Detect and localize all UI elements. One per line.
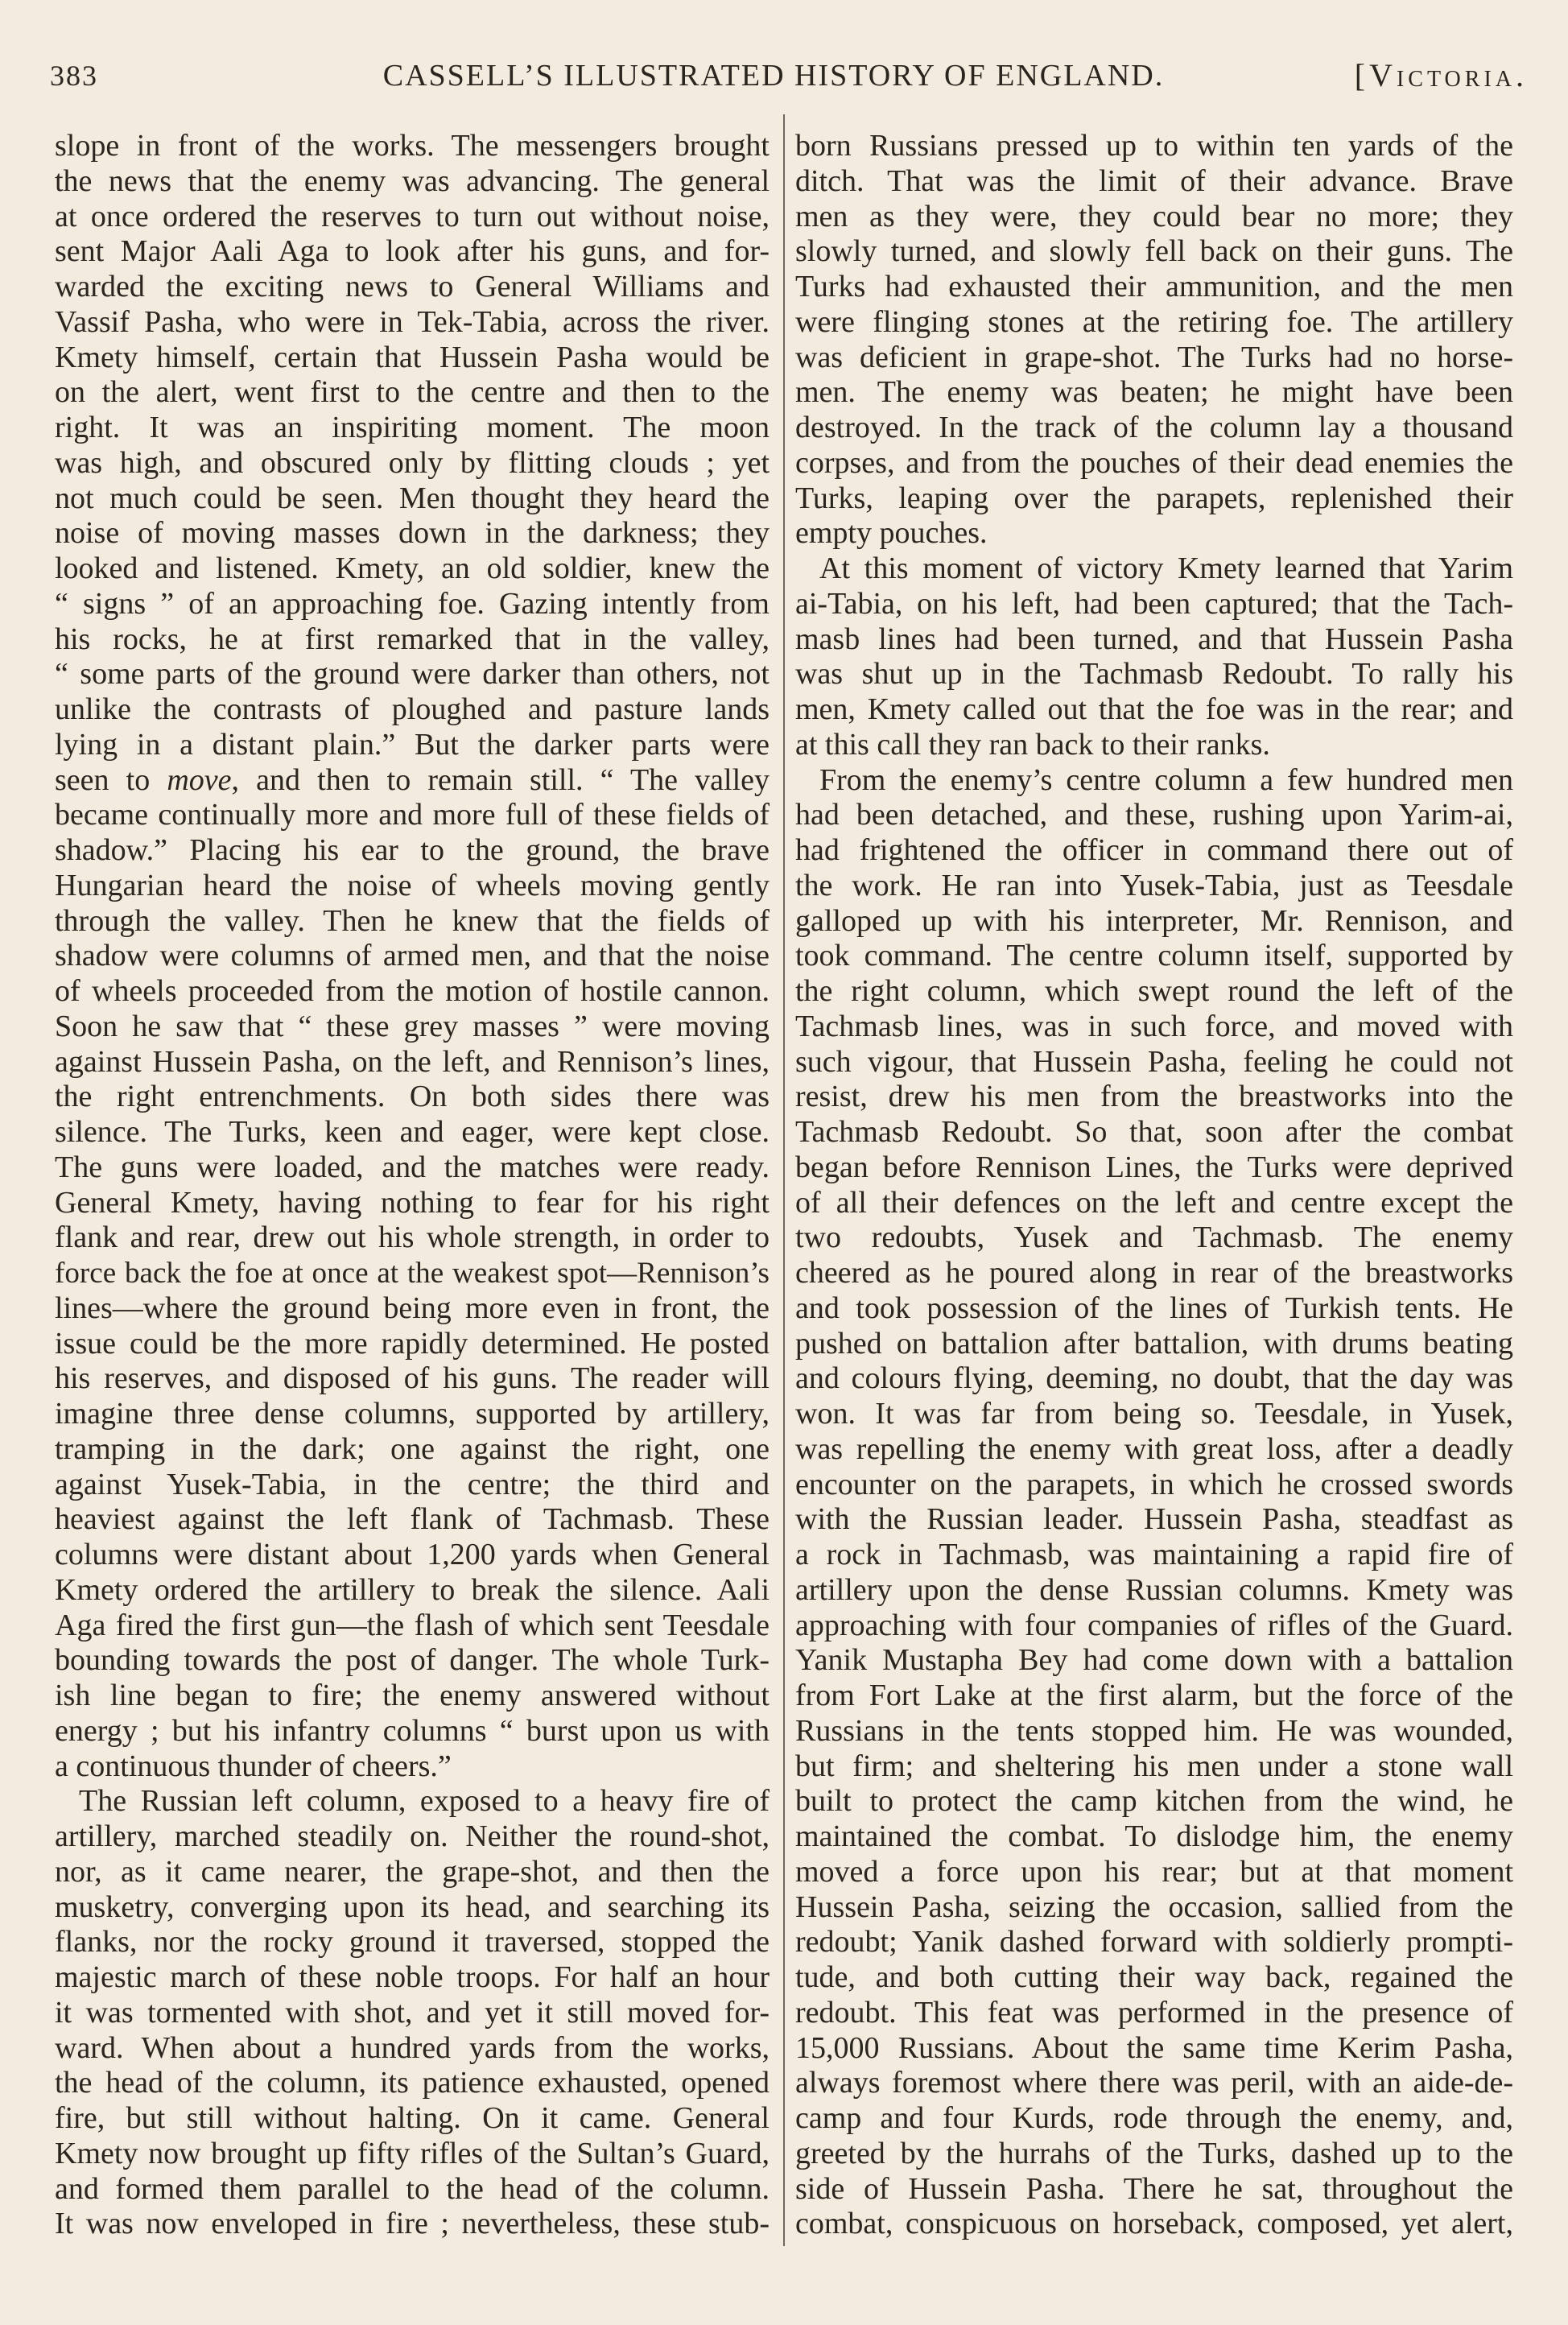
paragraph	[795, 551, 1513, 763]
text-line: shadow.” Placing his ear to the ground, the brave	[55, 833, 770, 867]
text-line: with the Russian leader. Hussein Pasha, steadfast as	[795, 1502, 1513, 1537]
text-line: the right entrenchments. On both sides there was	[55, 1080, 770, 1114]
text-line: was shut up in the Tachmasb Redoubt. To rally his	[795, 657, 1513, 692]
text-line: Kmety himself, certain that Hussein Pasha would be	[55, 340, 770, 374]
text-line: Vassif Pasha, who were in Tek-Tabia, across the river.	[55, 304, 770, 339]
text-line: approaching with four companies of rifles of the Guard.	[795, 1608, 1513, 1642]
text-line: at this call they ran back to their ranks.	[795, 727, 1270, 762]
paragraph	[55, 129, 770, 1784]
text-line: It was now enveloped in fire ; nevertheless, these stub-	[55, 2207, 770, 2241]
text-line: from Fort Lake at the first alarm, but the force of the	[795, 1679, 1513, 1712]
text-line: The guns were loaded, and the matches were ready.	[55, 1150, 770, 1184]
text-line: ish line began to fire; the enemy answered without	[55, 1679, 770, 1712]
left-column	[55, 129, 770, 2242]
text-line: his rocks, he at first remarked that in the valley,	[55, 622, 770, 656]
text-line: but firm; and sheltering his men under a stone wall	[795, 1749, 1513, 1783]
running-title: CASSELL’S ILLUSTRATED HISTORY OF ENGLAND.	[382, 59, 1165, 93]
text-line: Turks, leaping over the parapets, replenished their	[795, 481, 1513, 515]
text-line: Soon he saw that “ these grey masses ” were moving	[55, 1009, 770, 1043]
text-line: combat, conspicuous on horseback, composed, yet alert,	[795, 2207, 1513, 2241]
text-line: men, Kmety called out that the foe was in the rear; and	[795, 692, 1513, 726]
text-line: camp and four Kurds, rode through the enemy, and,	[795, 2101, 1513, 2135]
text-line: Hussein Pasha, seizing the occasion, sallied from the	[795, 1889, 1513, 1924]
text-line: was high, and obscured only by flitting clouds ; yet	[55, 445, 770, 480]
text-segment: , and then to remain still. “ The valley	[231, 762, 770, 797]
text-line: won. It was far from being so. Teesdale, in Yusek,	[795, 1397, 1513, 1431]
text-line: 15,000 Russians. About the same time Kerim Pasha,	[795, 2030, 1513, 2065]
text-line: men. The enemy was beaten; he might have been	[795, 375, 1513, 410]
text-line: sent Major Aali Aga to look after his guns, and for-	[55, 234, 770, 269]
text-line: moved a force upon his rear; but at that moment	[795, 1854, 1513, 1889]
text-line: corpses, and from the pouches of their dead enemies the	[795, 445, 1513, 480]
text-line: issue could be the more rapidly determined. He posted	[55, 1326, 770, 1361]
text-line: of all their defences on the left and centre except the	[795, 1185, 1513, 1220]
text-line: took command. The centre column itself, supported by	[795, 939, 1513, 973]
text-line: galloped up with his interpreter, Mr. Rennison, and	[795, 903, 1513, 938]
text-line	[55, 763, 770, 799]
text-line: of wheels proceeded from the motion of hostile cannon.	[55, 974, 770, 1008]
text-line: a rock in Tachmasb, was maintaining a rapid fire of	[795, 1538, 1513, 1571]
text-line: unlike the contrasts of ploughed and pasture lands	[55, 692, 770, 726]
text-line: always foremost where there was peril, with an aide-de-	[795, 2066, 1513, 2100]
text-line: through the valley. Then he knew that the fields of	[55, 903, 770, 938]
text-line: not much could be seen. Men thought they heard the	[55, 481, 770, 515]
text-line: artillery upon the dense Russian columns. Kmety was	[795, 1572, 1513, 1607]
paragraph	[795, 129, 1513, 551]
text-line: slope in front of the works. The messengers brought	[55, 129, 770, 163]
text-line: the right column, which swept round the left of the	[795, 974, 1513, 1008]
text-line: noise of moving masses down in the darkness; they	[55, 516, 770, 551]
text-line: tramping in the dark; one against the right, one	[55, 1431, 770, 1466]
text-line: against Hussein Pasha, on the left, and Rennison’s lines,	[55, 1044, 770, 1079]
text-line: The Russian left column, exposed to a heavy fire of	[79, 1784, 770, 1819]
text-line: at once ordered the reserves to turn out without noise,	[55, 199, 770, 233]
text-line: redoubt. This feat was performed in the presence of	[795, 1995, 1513, 2030]
text-line: Tachmasb Redoubt. So that, soon after the combat	[795, 1115, 1513, 1149]
text-line: “ signs ” of an approaching foe. Gazing intently from	[55, 586, 770, 621]
text-line: From the enemy’s centre column a few hundred men	[819, 762, 1513, 797]
text-line: had frightened the officer in command there out of	[795, 833, 1513, 867]
text-segment: seen to	[55, 762, 167, 797]
text-line: Russians in the tents stopped him. He was wounded,	[795, 1713, 1513, 1748]
column-rule	[783, 114, 785, 2246]
text-line: greeted by the hurrahs of the Turks, dashed up to the	[795, 2136, 1513, 2170]
text-line: the work. He ran into Yusek-Tabia, just as Teesdale	[795, 868, 1513, 902]
right-column	[795, 129, 1513, 2242]
text-line: Kmety now brought up fifty rifles of the Sultan’s Guard,	[55, 2136, 770, 2170]
text-line: force back the foe at once at the weakest spot—Rennison’s	[55, 1257, 770, 1290]
text-line: ai-Tabia, on his left, had been captured; that the Tach-	[795, 586, 1513, 621]
paragraph	[55, 1784, 770, 2242]
text-line: heaviest against the left flank of Tachmasb. These	[55, 1502, 770, 1537]
text-line: majestic march of these noble troops. For half an hour	[55, 1960, 770, 1994]
text-line: right. It was an inspiriting moment. The moon	[55, 411, 770, 444]
text-line: Turks had exhausted their ammunition, and the men	[795, 270, 1513, 304]
text-line: Yanik Mustapha Bey had come down with a battalion	[795, 1643, 1513, 1678]
text-line: and colours flying, deeming, no doubt, that the day was	[795, 1361, 1513, 1396]
text-line: redoubt; Yanik dashed forward with soldierly prompti-	[795, 1925, 1513, 1960]
text-line: was repelling the enemy with great loss, after a deadly	[795, 1431, 1513, 1466]
text-line: the head of the column, its patience exhausted, opened	[55, 2066, 770, 2100]
text-line: encounter on the parapets, in which he crossed swords	[795, 1467, 1513, 1501]
text-line: against Yusek-Tabia, in the centre; the third and	[55, 1467, 770, 1501]
text-line: bounding towards the post of danger. The whole Turk-	[55, 1643, 770, 1678]
text-line: and took possession of the lines of Turkish tents. He	[795, 1291, 1513, 1325]
text-line: General Kmety, having nothing to fear for his right	[55, 1185, 770, 1220]
text-line: men as they were, they could bear no more; they	[795, 199, 1513, 233]
text-line: began before Rennison Lines, the Turks were deprived	[795, 1150, 1513, 1184]
text-line: became continually more and more full of these fields of	[55, 798, 770, 832]
text-line: pushed on battalion after battalion, with drums beating	[795, 1326, 1513, 1361]
text-line: “ some parts of the ground were darker than others, not	[55, 657, 770, 692]
text-line: destroyed. In the track of the column lay a thousand	[795, 411, 1513, 444]
text-line: his reserves, and disposed of his guns. The reader will	[55, 1361, 770, 1396]
text-line: lying in a distant plain.” But the darker parts were	[55, 727, 770, 762]
text-line: lines—where the ground being more even in front, the	[55, 1291, 770, 1325]
text-line: warded the exciting news to General Williams and	[55, 270, 770, 304]
text-line: cheered as he poured along in rear of the breastworks	[795, 1256, 1513, 1290]
text-line: shadow were columns of armed men, and that the noise	[55, 939, 770, 973]
text-line: side of Hussein Pasha. There he sat, throughout the	[795, 2171, 1513, 2206]
text-line: flanks, nor the rocky ground it traversed, stopped the	[55, 1925, 770, 1960]
text-line: masb lines had been turned, and that Hussein Pasha	[795, 622, 1513, 656]
text-line: a continuous thunder of cheers.”	[55, 1749, 452, 1783]
text-line: built to protect the camp kitchen from the wind, he	[795, 1784, 1513, 1819]
emphasized-word: move	[167, 762, 232, 797]
text-line: was deficient in grape-shot. The Turks had no horse-	[795, 340, 1513, 374]
text-line: and formed them parallel to the head of the column.	[55, 2171, 770, 2206]
text-line: slowly turned, and slowly fell back on their guns. The	[795, 234, 1513, 269]
text-line: Hungarian heard the noise of wheels moving gently	[55, 868, 770, 902]
text-line: resist, drew his men from the breastworks into the	[795, 1080, 1513, 1114]
text-line: At this moment of victory Kmety learned that Yarim	[819, 551, 1513, 585]
text-line: musketry, converging upon its head, and searching its	[55, 1889, 770, 1924]
text-line: nor, as it came nearer, the grape-shot, and then the	[55, 1854, 770, 1889]
text-line: ditch. That was the limit of their advance. Brave	[795, 163, 1513, 198]
text-line: maintained the combat. To dislodge him, the enemy	[795, 1819, 1513, 1853]
text-line: the news that the enemy was advancing. The general	[55, 163, 770, 198]
text-line: Kmety ordered the artillery to break the silence. Aali	[55, 1572, 770, 1607]
text-line: silence. The Turks, keen and eager, were kept close.	[55, 1115, 770, 1149]
text-line: Aga fired the first gun—the flash of which sent Teesdale	[55, 1608, 770, 1642]
text-line: born Russians pressed up to within ten yards of the	[795, 129, 1513, 163]
text-line: energy ; but his infantry columns “ burst upon us with	[55, 1713, 770, 1748]
text-line: were flinging stones at the retiring foe. The artillery	[795, 304, 1513, 339]
text-line: such vigour, that Hussein Pasha, feeling he could not	[795, 1044, 1513, 1079]
text-line: Tachmasb lines, was in such force, and moved with	[795, 1009, 1513, 1043]
text-line: ward. When about a hundred yards from the works,	[55, 2030, 770, 2065]
text-line: empty pouches.	[795, 516, 988, 551]
text-line: fire, but still without halting. On it came. General	[55, 2101, 770, 2135]
text-line: looked and listened. Kmety, an old soldier, knew the	[55, 551, 770, 585]
section-tag: [Victoria.	[1354, 57, 1528, 93]
text-line: columns were distant about 1,200 yards when General	[55, 1538, 770, 1571]
text-line: two redoubts, Yusek and Tachmasb. The enemy	[795, 1220, 1513, 1255]
text-line: had been detached, and these, rushing upon Yarim-ai,	[795, 798, 1513, 832]
text-line: on the alert, went first to the centre and then to the	[55, 375, 770, 410]
text-line: it was tormented with shot, and yet it still moved for-	[55, 1995, 770, 2030]
paragraph	[795, 763, 1513, 2243]
text-line: artillery, marched steadily on. Neither the round-shot,	[55, 1819, 770, 1853]
text-line: imagine three dense columns, supported by artillery,	[55, 1397, 770, 1431]
text-line: tude, and both cutting their way back, regained the	[795, 1960, 1513, 1994]
page-number: 383	[50, 60, 98, 92]
text-line: flank and rear, drew out his whole strength, in order to	[55, 1220, 770, 1255]
